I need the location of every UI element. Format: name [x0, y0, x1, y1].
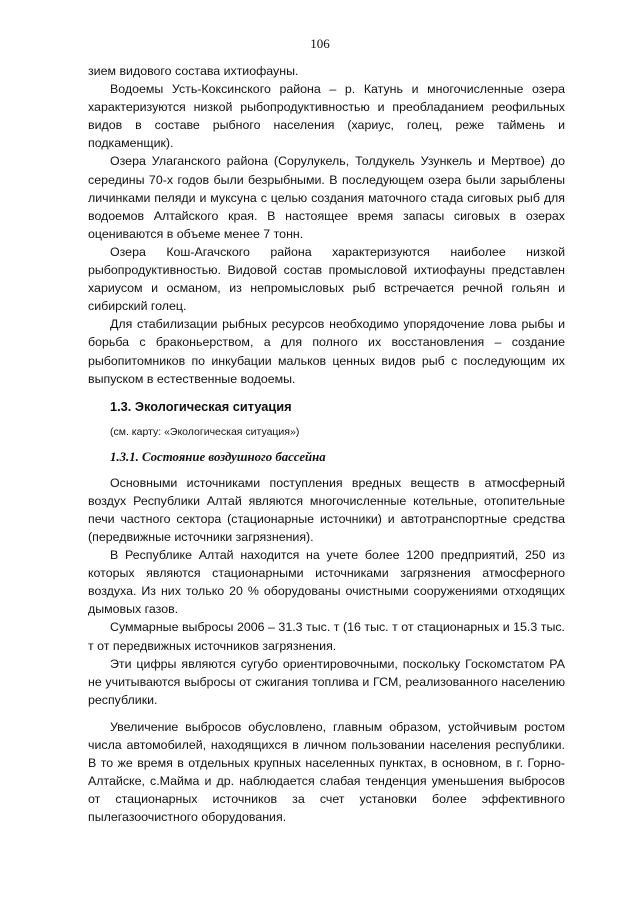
paragraph: Озера Улаганского района (Сорулукель, Толдукель Узункель и Мертвое) до середины 70-х годов были безрыбными. В последующем озера были зарыблены личинками пеляди и муксуна с целью создания маточного стада сиговых рыб для водоемов Алтайского края. В настоящее время запасы сиговых в озерах оцениваются в объеме менее 7 тонн. [88, 154, 565, 241]
paragraph: Для стабилизации рыбных ресурсов необходимо упорядочение лова рыбы и борьба с браконьерством, а для полного их восстановления – создание рыбопитомников по инкубации мальков ценных видов рыб с последующим их выпуском в естественные водоемы. [88, 317, 565, 386]
paragraph: зием видового состава ихтиофауны. [88, 64, 299, 78]
paragraph: Увеличение выбросов обусловлено, главным образом, устойчивым ростом числа автомобилей, находящихся в личном пользовании населения республики. В то же время в отдельных крупных населенных пунктах, в основном, в г. Горно-Алтайске, с.Майма и др. наблюдается слабая тенденция уменьшения выбросов от стационарных источников за счет установки более эффективного пылегазоочистного оборудования. [88, 719, 565, 825]
paragraph: Эти цифры являются сугубо ориентировочными, поскольку Госкомстатом РА не учитываются выбросы от сжигания топлива и ГСМ, реализованного населению республики. [88, 656, 565, 707]
page-body [88, 62, 565, 826]
map-reference: (см. карту: «Экологическая ситуация») [110, 425, 300, 438]
paragraph: Водоемы Усть-Коксинского района – р. Катунь и многочисленные озера характеризуются низкой рыбопродуктивностью и преобладанием реофильных видов в составе рыбного населения (хариус, голец, реже таймень и подкаменщик). [88, 82, 565, 151]
section-heading: 1.3. Экологическая ситуация [110, 398, 292, 414]
paragraph: Озера Кош-Агачского района характеризуются наиболее низкой рыбопродуктивностью. Видовой состав промысловой ихтиофауны представлен хариусом и османом, из непромысловых рыб встречается речной гольян и сибирский голец. [88, 244, 565, 314]
paragraph: Основными источниками поступления вредных веществ в атмосферный воздух Республики Алтай являются многочисленные котельные, отопительные печи частного сектора (стационарные источники) и автотранспортные средства (передвижные источники загрязнения). [88, 475, 565, 544]
paragraph: Суммарные выбросы 2006 – 31.3 тыс. т (16 тыс. т от стационарных и 15.3 тыс. т от передвижных источников загрязнения. [88, 620, 565, 653]
subsection-heading: 1.3.1. Состояние воздушного бассейна [110, 449, 326, 464]
paragraph: В Республике Алтай находится на учете более 1200 предприятий, 250 из которых являются стационарными источниками загрязнения атмосферного воздуха. Из них только 20 % оборудованы очистными сооружениями отходящих дымовых газов. [88, 548, 565, 617]
page-number: 106 [310, 36, 330, 51]
